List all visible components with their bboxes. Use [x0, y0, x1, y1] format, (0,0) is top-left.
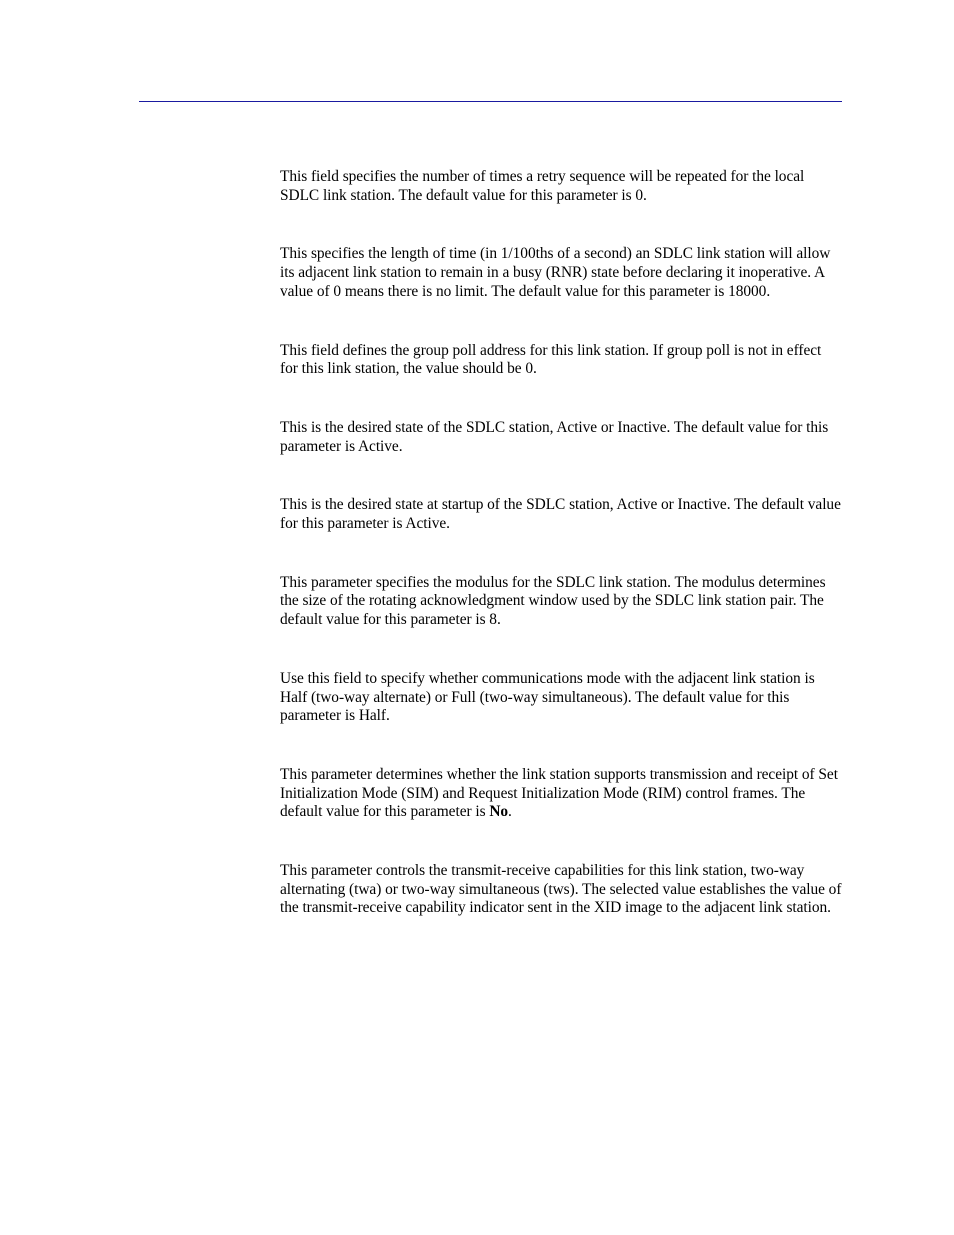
busy-timer-description: This specifies the length of time (in 1/100ths of a second) an SDLC link station will allow its adjacent link station to remain in a busy (RNR) state before declaring it inoperative. A value of 0 means there is no limit. The default value for this parameter is 18000. [280, 245, 831, 300]
modulus-description: This parameter specifies the modulus for the SDLC link station. The modulus determines the size of the rotating acknowledgment window used by the SDLC link station pair. The default value for this parameter is 8. [280, 573, 826, 629]
retries-description: This field specifies the number of times a retry sequence will be repeated for the local SDLC link station. The default value for this parameter is 0. [280, 168, 805, 204]
group-poll-description: This field defines the group poll address for this link station. If group poll is not in effect for this link station, the value should be 0. [280, 341, 822, 378]
xmit-rcv-cap-description: This parameter controls the transmit-receive capabilities for this link station, two-way alternating (twa) or two-way simultaneous (tws). The selected value establishes the value of the transmit-receive capability indicator sent in the XID image to the adjacent link station. [280, 862, 842, 917]
admin-state-description: This is the desired state of the SDLC station, Active or Inactive. The default value for this parameter is Active. [280, 418, 829, 455]
default-value-no: No [489, 803, 509, 821]
startup-state-description: This is the desired state at startup of the SDLC station, Active or Inactive. The default value for this parameter is Active. [280, 496, 841, 533]
parameter-descriptions [280, 168, 842, 958]
sim-rim-description: This parameter determines whether the link station supports transmission and receipt of Set Initialization Mode (SIM) and Request Initialization Mode (RIM) control frames. The default value for this parameter is No. [280, 765, 838, 821]
comm-mode-description: Use this field to specify whether communications mode with the adjacent link station is Half (two-way alternate) or Full (two-way simultaneous). The default value for this parameter is Half. [280, 669, 815, 725]
header-rule [139, 101, 842, 102]
